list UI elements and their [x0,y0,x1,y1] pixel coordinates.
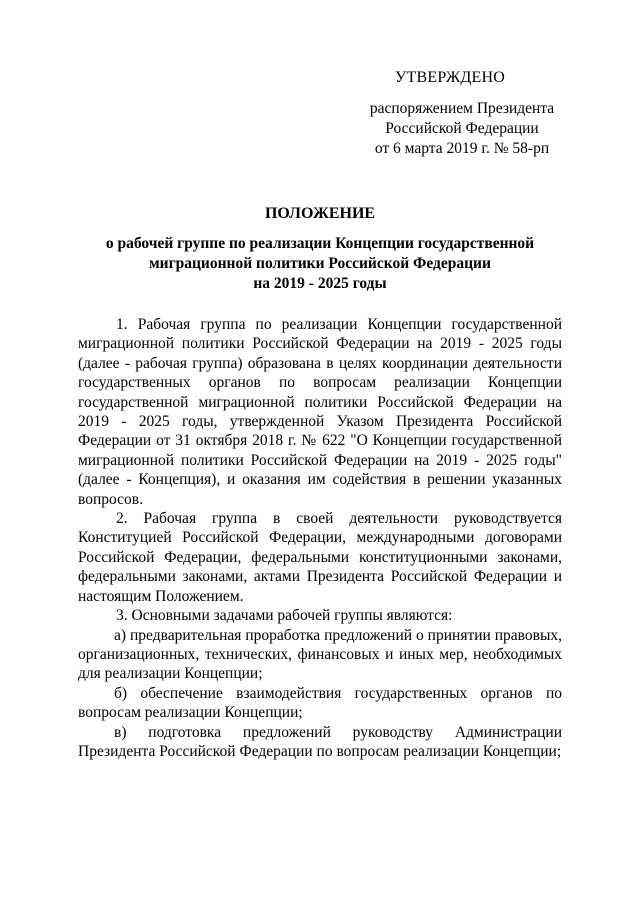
document-body [78,315,562,761]
paragraph-3c: в) подготовка предложений руководству Администрации Президента Российской Федерации по вопросам реализации Концепции; [78,723,562,760]
document-subtitle-line-1: о рабочей группе по реализации Концепции государственной [105,235,535,252]
approval-line-2: Российской Федерации [385,120,539,137]
approval-stamp [362,68,562,159]
document-subtitle-line-2: миграционной политики Российской Федерации [149,255,491,272]
approval-title: УТВЕРЖДЕНО [394,69,505,86]
approval-gap [362,87,562,99]
approval-line-3: от 6 марта 2019 г. № 58-рп [374,140,550,157]
approval-line-1: распоряжением Президента [369,100,555,117]
paragraph-3b: б) обеспечение взаимодействия государственных органов по вопросам реализации Концепции; [78,684,562,722]
document-title: ПОЛОЖЕНИЕ [264,205,376,222]
paragraph-2: 2. Рабочая группа в своей деятельности руководствуется Конституцией Российской Федерации, международными договорами Российской Федерации, федеральными конституционными законами, федеральными законами, актами Президента Российской Федерации и настоящим Положением. [78,510,562,605]
paragraph-3a: а) предварительная проработка предложений о принятии правовых, организационных, технических, финансовых и иных мер, необходимых для реализации Концепции; [78,626,562,683]
paragraph-1: 1. Рабочая группа по реализации Концепции государственной миграционной политики Российской Федерации на 2019 - 2025 годы (далее - рабочая группа) образована в целях координации деятельности государственных органов по вопросам реализации Концепции государственной миграционной политики Российской Федерации на 2019 - 2025 годы, утвержденной Указом Президента Российской Федерации от 31 октября 2018 г. № 622 "О Концепции государственной миграционной политики Российской Федерации на 2019 - 2025 годы" (далее - Концепция), и оказания им содействия в решении указанных вопросов. [78,316,562,508]
document-heading [78,204,562,294]
document-subtitle-line-3: на 2019 - 2025 годы [253,275,387,292]
paragraph-3: 3. Основными задачами рабочей группы являются: [116,607,453,625]
